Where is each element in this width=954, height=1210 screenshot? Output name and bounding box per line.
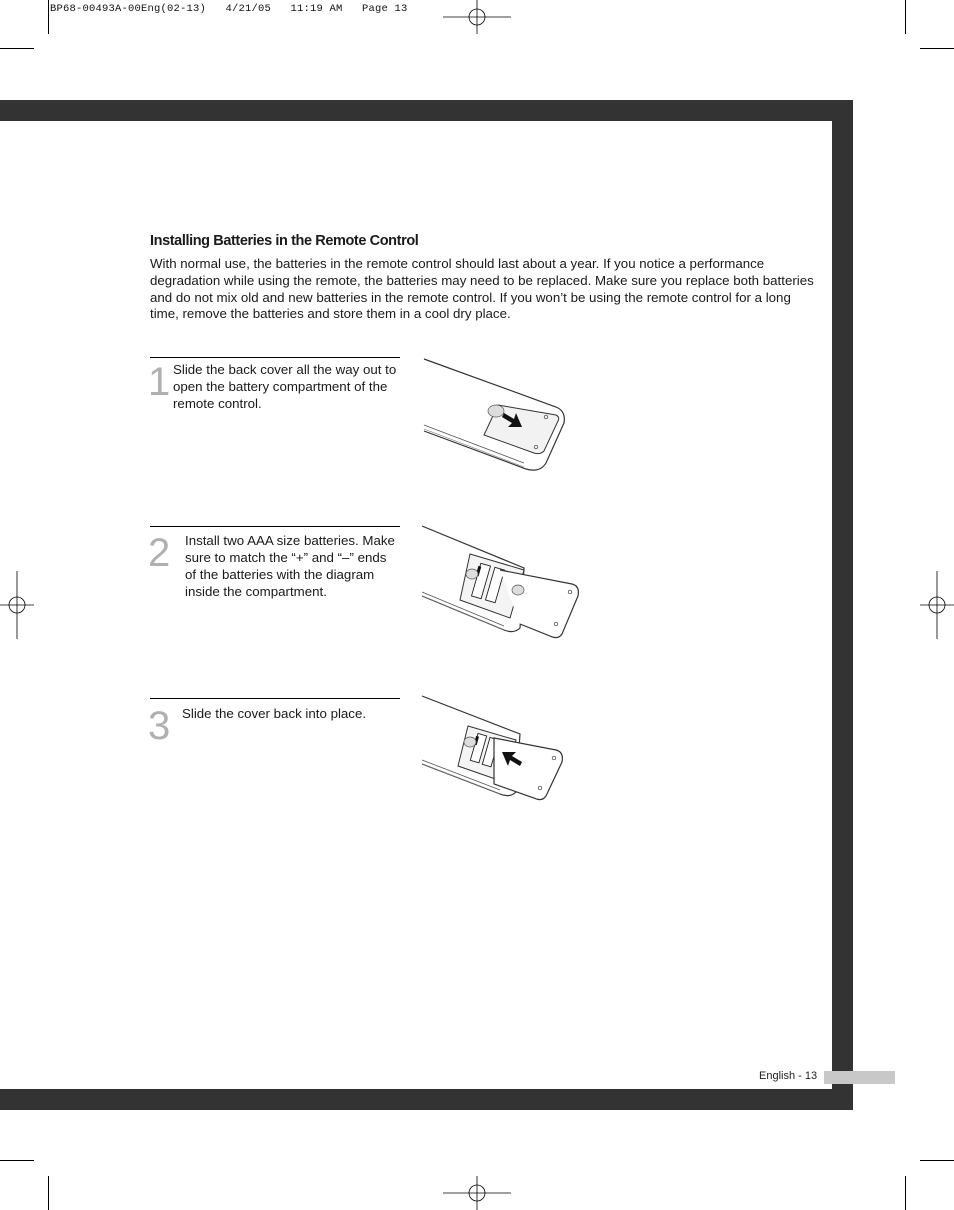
step-rule bbox=[150, 698, 400, 699]
page-tab bbox=[824, 1071, 895, 1084]
step-number: 2 bbox=[148, 531, 171, 575]
step-text: Slide the back cover all the way out to open the battery compartment of the remote control. bbox=[173, 362, 397, 411]
side-band bbox=[832, 100, 853, 1110]
step-number: 1 bbox=[148, 360, 171, 404]
step-rule bbox=[150, 526, 400, 527]
section-title: Installing Batteries in the Remote Control bbox=[150, 233, 419, 249]
step-text: Install two AAA size batteries. Make sure to match the “+” and “–” ends of the batteries with the diagram inside the compartment. bbox=[185, 533, 395, 599]
registration-mark-left bbox=[0, 571, 34, 639]
remote-cover-close-illustration bbox=[420, 694, 566, 806]
registration-mark-bottom bbox=[443, 1176, 511, 1210]
print-slug: BP68-00493A-00Eng(02-13) 4/21/05 11:19 AM Page 13 bbox=[50, 3, 408, 15]
remote-cover-open-illustration bbox=[420, 355, 570, 475]
header-band bbox=[0, 100, 853, 121]
step-number: 3 bbox=[148, 704, 171, 748]
footer-band bbox=[0, 1089, 853, 1110]
section-intro: With normal use, the batteries in the remote control should last about a year. If you notice a performance degradation while using the remote, the batteries may need to be replaced. Make sure you replace both batteries and do not mix old and new batteries in the remote control. If you won’t be using the remote control for a long time, remove the batteries and store them in a cool dry place. bbox=[150, 256, 814, 322]
step-rule bbox=[150, 357, 400, 358]
remote-install-batteries-illustration bbox=[420, 524, 582, 642]
registration-mark-right bbox=[920, 571, 954, 639]
step-text: Slide the cover back into place. bbox=[182, 706, 367, 721]
page-number-label: English - 13 bbox=[759, 1070, 818, 1082]
registration-mark-top bbox=[443, 0, 511, 34]
